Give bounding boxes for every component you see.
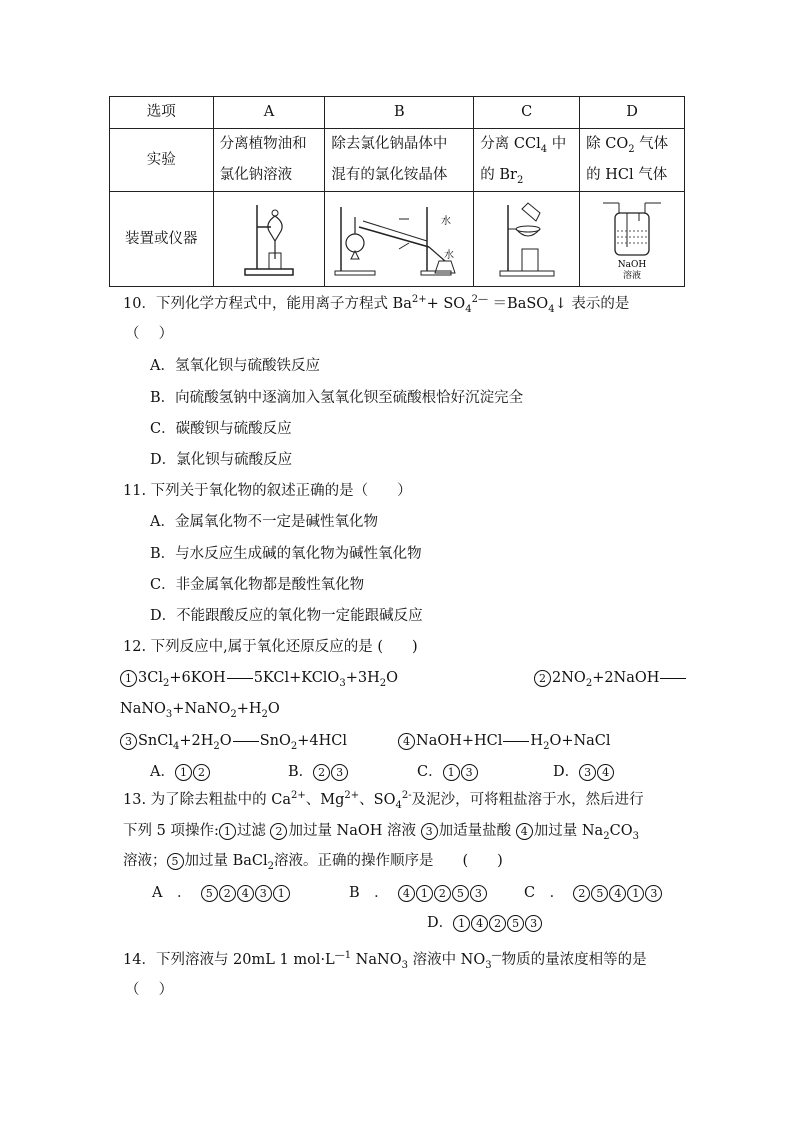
- cell-c-apparatus: [474, 192, 580, 287]
- q11-stem: 11. 下列关于氧化物的叙述正确的是（ ）: [123, 483, 412, 499]
- water-out-label: 水: [444, 250, 454, 261]
- cell-b: 除去氯化钠晶体中 混有的氯化铵晶体: [325, 129, 474, 192]
- gas-washing-bottle-icon: [597, 197, 667, 281]
- q11-option: B．与水反应生成碱的氧化物为碱性氧化物: [150, 546, 422, 562]
- options-table: [109, 96, 685, 287]
- q10-option: C．碳酸钡与硫酸反应: [150, 421, 292, 437]
- q12-reaction-3: 3 $SnCl_4+2H_2O$ SnO$_2$+4HCl: [120, 731, 347, 751]
- q13-choice-a: A ． 5 2 4 3 1: [152, 883, 291, 903]
- water-in-label: 水: [441, 216, 451, 227]
- q10-bracket: （ ）: [125, 326, 174, 342]
- bottle-label-naoh: NaOH: [617, 260, 647, 270]
- q12-reaction-1: 1 $3Cl_2+6KOH$ $5KCl+KClO_3+3H_2O$: [120, 668, 398, 688]
- header-cell: D: [580, 97, 685, 129]
- q14-stem: 14．下列溶液与 20mL 1 $mol\cdot L^{—1}$ NaNO$_3$ 溶液中 $NO_3^—$物质的量浓度相等的是: [123, 950, 647, 971]
- row-label: 装置或仪器: [110, 192, 214, 287]
- table-header-row: [110, 97, 685, 129]
- q14-bracket: （ ）: [125, 982, 174, 998]
- q12-choice-c: C． 1 3: [417, 762, 479, 782]
- q10-option: B．向硫酸氢钠中逐滴加入氢氧化钡至硫酸根恰好沉淀完全: [150, 390, 524, 406]
- q10-stem: 10．下列化学方程式中，能用离子方程式 $Ba^{2+}+ SO_4^{2—}$ ＝BaSO$_4$↓ 表示的是: [123, 294, 630, 315]
- q13-operations: 下列 5 项操作: 1 过滤 2 加过量 NaOH 溶液 3 加适量盐酸 4 加过量 $Na_2CO_3$: [123, 823, 639, 842]
- q12-stem: 12. 下列反应中,属于氧化还原反应的是 ( ): [123, 639, 418, 655]
- row-label: 实验: [110, 129, 214, 192]
- q13-choice-b: B ． 4 1 2 5 3: [349, 883, 488, 903]
- cell-d-apparatus: [580, 192, 685, 287]
- q11-option: A．金属氧化物不一定是碱性氧化物: [150, 514, 378, 530]
- q12-reaction-4: 4 NaOH+HCl $H_2O+NaCl$: [398, 731, 611, 751]
- cell-d: 除 $CO_2$ 气体 的 HCl 气体: [580, 129, 685, 192]
- q13-stem: 13. 为了除去粗盐中的 $Ca^{2+}$、$Mg^{2+}$、$SO_4^{2-}$及泥沙，可将粗盐溶于水，然后进行: [123, 790, 644, 811]
- evaporating-dish-stand-icon: [492, 199, 562, 279]
- q13-operations-cont: 溶液； 5 加过量 BaCl$_2$溶液。正确的操作顺序是 ( ): [123, 853, 503, 872]
- header-cell: C: [474, 97, 580, 129]
- cell-a: 分离植物油和 氯化钠溶液: [213, 129, 325, 192]
- table-row-experiment: [110, 129, 685, 192]
- header-cell: 选项: [110, 97, 214, 129]
- separatory-funnel-icon: [239, 199, 299, 279]
- q12-reaction-2: 2 $2NO_2+2NaOH$: [534, 668, 687, 688]
- q10-option: D．氯化钡与硫酸反应: [150, 452, 293, 468]
- q13-choice-d: D． 1 4 2 5 3: [427, 913, 543, 933]
- q10-option: A．氢氧化钡与硫酸铁反应: [150, 358, 320, 374]
- header-cell: A: [213, 97, 325, 129]
- q11-option: D．不能跟酸反应的氧化物一定能跟碱反应: [150, 608, 423, 624]
- table-row-apparatus: [110, 192, 685, 287]
- q12-choice-d: D． 3 4: [553, 762, 615, 782]
- header-cell: B: [325, 97, 474, 129]
- cell-b-apparatus: [325, 192, 474, 287]
- q12-choice-a: A． 1 2: [150, 762, 211, 782]
- distillation-apparatus-icon: [329, 199, 469, 279]
- q13-choice-c: C ． 2 5 4 1 3: [524, 883, 663, 903]
- cell-a-apparatus: [213, 192, 325, 287]
- q12-reaction-2-cont: $NaNO_3+NaNO_2+H_2O$: [120, 701, 280, 720]
- cell-c: 分离 CCl$_4$ 中 的 $Br_2$: [474, 129, 580, 192]
- q12-choice-b: B． 2 3: [288, 762, 349, 782]
- q11-option: C．非金属氧化物都是酸性氧化物: [150, 577, 365, 593]
- bottle-label-solution: 溶液: [623, 271, 642, 281]
